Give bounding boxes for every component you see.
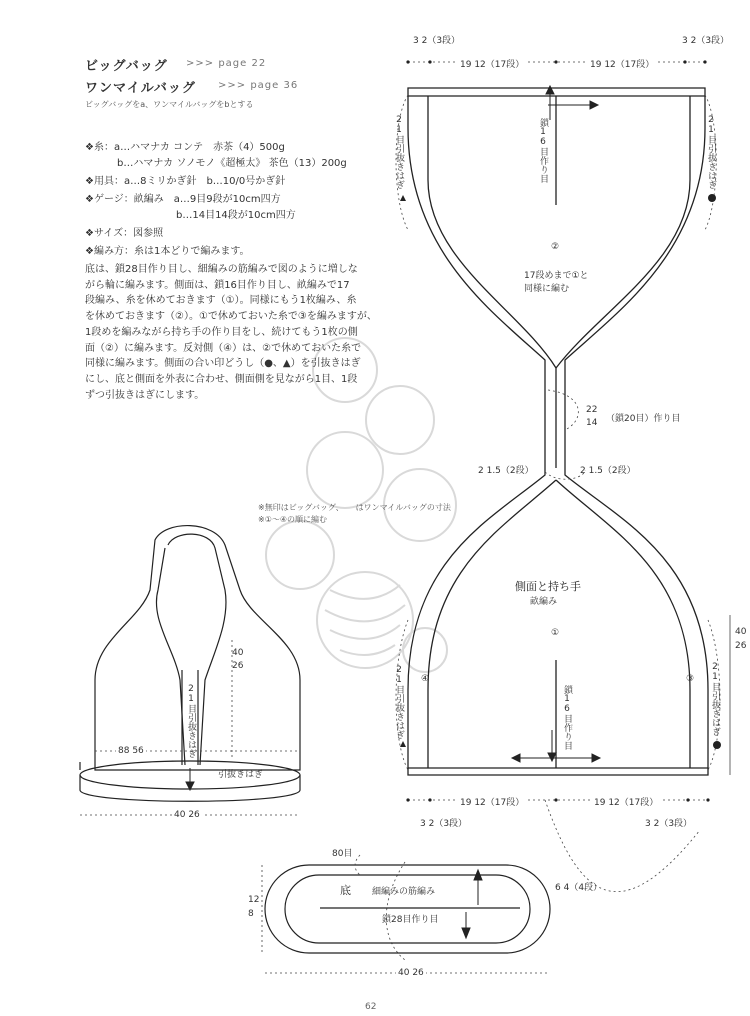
method-line: 段編み、糸を休めておきます（①）。同様にもう1枚編み、糸 bbox=[85, 295, 357, 307]
right-height-40: 40 bbox=[735, 627, 747, 637]
bag-top-width: 88 56 bbox=[118, 746, 144, 756]
handle-left-dim: 2 1.5（2段） bbox=[478, 466, 534, 476]
dim-bottom-right: 3 2（3段） bbox=[645, 819, 693, 829]
page-number: 62 bbox=[365, 1002, 377, 1012]
base-height-8: 8 bbox=[248, 909, 254, 919]
dim-bottom-mid-right: 19 12（17段） bbox=[592, 795, 660, 808]
base-stitch: 細編みの筋編み bbox=[372, 887, 436, 897]
handle-dim-22: 22 bbox=[586, 405, 598, 415]
handle-dim-14: 14 bbox=[586, 418, 598, 428]
one-mile-page-ref: >>> page 36 bbox=[218, 80, 299, 91]
dim-top-right: 3 2（3段） bbox=[682, 36, 730, 46]
one-mile-title: ワンマイルバッグ bbox=[85, 81, 196, 96]
bag-height-40: 40 bbox=[232, 648, 244, 658]
order-note: ※①～④の順に編む bbox=[258, 515, 328, 524]
bag-height-26: 26 bbox=[232, 661, 244, 671]
method-head: ❖編み方：糸は1本どりで編みます。 bbox=[85, 246, 250, 257]
piece-4-marker: ④ bbox=[421, 674, 430, 684]
piece-2-note-2: 同様に編む bbox=[524, 284, 570, 294]
base-chain: 鎖28目作り目 bbox=[382, 915, 439, 925]
method-line: ずつ引抜きはぎにします。 bbox=[85, 389, 205, 401]
dim-top-mid-right: 19 12（17段） bbox=[588, 57, 656, 70]
base-stitch-count: 80目 bbox=[332, 849, 353, 859]
size-note: ※無印はビッグバッグ、 はワンマイルバッグの寸法 bbox=[258, 503, 451, 512]
bag-illustration bbox=[80, 526, 300, 802]
bag-bottom-join: 引抜きはぎ bbox=[218, 770, 264, 780]
gauge-b: b…14目14段が10cm四方 bbox=[176, 210, 296, 221]
base-width: 40 26 bbox=[398, 968, 424, 978]
piece-1-marker: ① bbox=[551, 628, 560, 638]
center-bottom-chain-label: 鎖16目作り目 bbox=[562, 685, 572, 750]
piece-3-marker: ③ bbox=[686, 674, 695, 684]
right-top-join-label: 21目引抜きはぎ bbox=[706, 115, 716, 189]
dim-top-mid-left: 19 12（17段） bbox=[458, 57, 526, 70]
right-height-26: 26 bbox=[735, 641, 747, 651]
header-note: ビッグバッグをa、ワンマイルバッグをbとする bbox=[85, 100, 254, 109]
center-top-chain-label: 鎖16目作り目 bbox=[538, 118, 548, 183]
base-height-12: 12 bbox=[248, 895, 260, 905]
base-rows: 6 4（4段） bbox=[555, 883, 603, 893]
dim-bottom-mid-left: 19 12（17段） bbox=[458, 795, 526, 808]
side-handle-title: 側面と持ち手 bbox=[515, 580, 581, 593]
dim-top-left: 3 2（3段） bbox=[413, 36, 461, 46]
method-line: にし、底と側面を外表に合わせ、側面側を見ながら1目、1段 bbox=[85, 373, 358, 385]
method-line: 1段めを編みながら持ち手の作り目をし、続けてもう1枚の側 bbox=[85, 326, 358, 338]
yarn-b: b…ハマナカ ソノモノ《超極太》 茶色（13）200g bbox=[117, 158, 347, 169]
yarn-a: ❖糸：a…ハマナカ コンテ 赤茶（4）500g bbox=[85, 142, 285, 153]
dim-bottom-left: 3 2（3段） bbox=[420, 819, 468, 829]
base-illustration bbox=[265, 865, 550, 953]
big-bag-page-ref: >>> page 22 bbox=[186, 58, 267, 69]
top-panel-outline bbox=[408, 88, 708, 775]
method-line: を休めておきます（②）。①で休めておいた糸で③を編みますが、 bbox=[85, 311, 377, 323]
right-bottom-join-label: 21目引抜きはぎ bbox=[710, 662, 720, 736]
left-top-join-label: 21目引抜きはぎ bbox=[394, 115, 404, 189]
handle-chain-note: （鎖20目）作り目 bbox=[606, 414, 681, 424]
method-line: 面（②）に編みます。反対側（④）は、②で休めておいた糸で bbox=[85, 342, 362, 354]
big-bag-title: ビッグバッグ bbox=[85, 59, 168, 74]
handle-right-dim: 2 1.5（2段） bbox=[580, 466, 636, 476]
bag-bottom-width: 40 26 bbox=[174, 810, 200, 820]
left-bottom-join-label: 21目引抜きはぎ bbox=[394, 665, 404, 739]
method-line: 同様に編みます。側面の合い印どうし（●、▲）を引抜きはぎ bbox=[85, 358, 361, 370]
tools: ❖用具：a…8ミリかぎ針 b…10/0号かぎ針 bbox=[85, 176, 286, 187]
method-line: がら輪に編みます。側面は、鎖16目作り目し、畝編みで17 bbox=[85, 279, 350, 291]
piece-2-note-1: 17段めまで①と bbox=[524, 271, 589, 281]
gauge-a: ❖ゲージ：畝編み a…9目9段が10cm四方 bbox=[85, 194, 281, 205]
method-text bbox=[85, 262, 377, 403]
piece-2-marker: ② bbox=[551, 242, 560, 252]
bag-side-join-label: 21目引抜きはぎ bbox=[186, 684, 196, 758]
method-line: 底は、鎖28目作り目し、細編みの筋編みで図のように増しな bbox=[85, 264, 358, 275]
side-handle-stitch: 畝編み bbox=[530, 597, 558, 607]
size: ❖サイズ：図参照 bbox=[85, 228, 164, 239]
base-title: 底 bbox=[340, 884, 351, 897]
